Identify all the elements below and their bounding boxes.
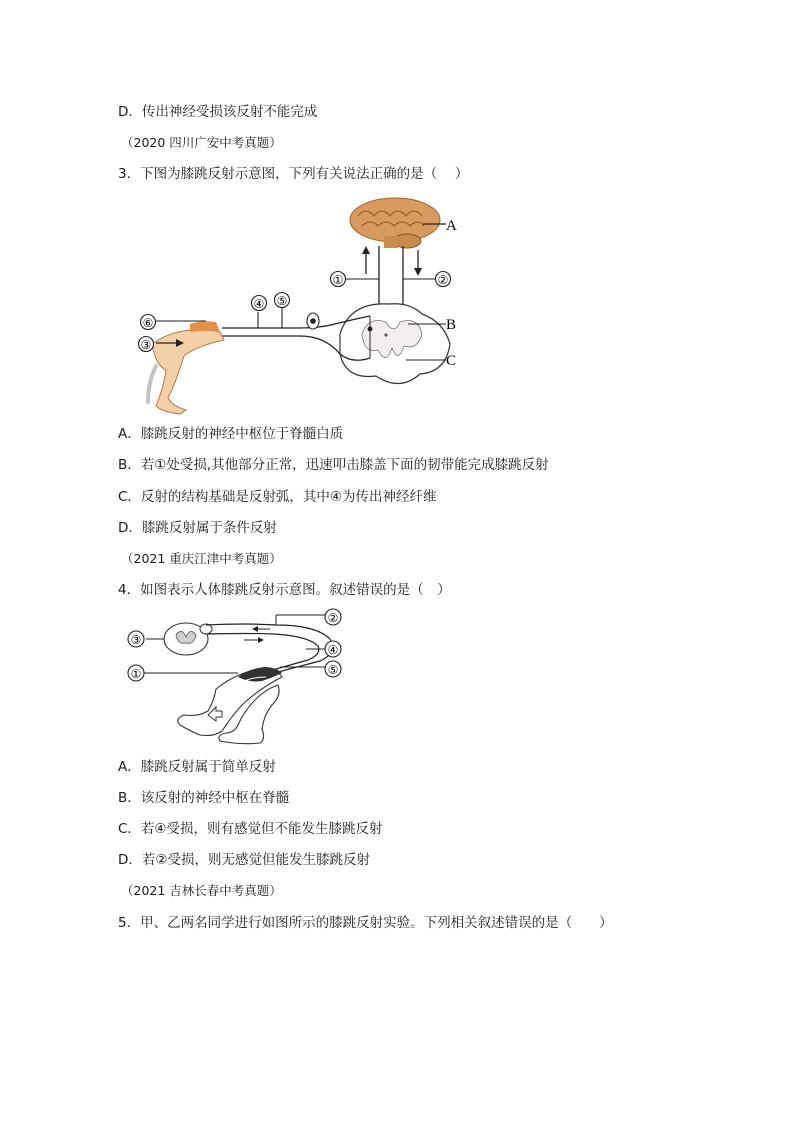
label-2: ② [437,273,449,287]
label-3: ③ [140,338,152,352]
knee-jerk-diagram-1 [130,194,470,416]
label-1: ① [130,667,142,681]
q4-stem: 4．如图表示人体膝跳反射示意图。叙述错误的是（ ） [118,582,451,598]
q3-option-c: C．反射的结构基础是反射弧，其中④为传出神经纤维 [118,489,437,505]
q4-option-b: B．该反射的神经中枢在脊髓 [118,790,290,806]
q3-option-b: B．若①处受损,其他部分正常，迅速叩击膝盖下面的韧带能完成膝跳反射 [118,457,549,473]
label-1: ① [332,273,344,287]
spinal-cord-section [164,623,212,655]
q4-option-d: D．若②受损，则无感觉但能发生膝跳反射 [118,852,370,868]
q5-stem: 5．甲、乙两名同学进行如图所示的膝跳反射实验。下列相关叙述错误的是（ ） [118,915,613,931]
label-3: ③ [130,633,142,647]
label-b: B [446,317,457,333]
source-2021-chongqing: （2021 重庆江津中考真题） [121,551,282,566]
spinal-cord-section [340,304,450,384]
label-4: ④ [253,297,265,311]
source-2020: （2020 四川广安中考真题） [121,135,282,150]
label-c: C [446,353,457,369]
q4-option-c: C．若④受损，则有感觉但不能发生膝跳反射 [118,821,383,837]
q4-option-a: A．膝跳反射属于简单反射 [118,759,276,775]
knee-jerk-diagram-2 [120,607,360,749]
label-6: ⑥ [142,316,154,330]
label-5: ⑤ [327,663,339,677]
brain-illustration [350,198,440,248]
label-a: A [446,218,457,234]
label-4: ④ [327,643,339,657]
leg-illustration [148,321,224,414]
q3-option-a: A．膝跳反射的神经中枢位于脊髓白质 [118,426,344,442]
source-2021-jilin: （2021 吉林长春中考真题） [121,883,282,898]
q2-option-d: D．传出神经受损该反射不能完成 [118,104,318,120]
leg-illustration [178,667,282,744]
label-5: ⑤ [276,294,288,308]
q3-option-d: D．膝跳反射属于条件反射 [118,520,277,536]
label-2: ② [327,611,339,625]
q3-stem: 3．下图为膝跳反射示意图，下列有关说法正确的是（ ） [118,166,469,182]
